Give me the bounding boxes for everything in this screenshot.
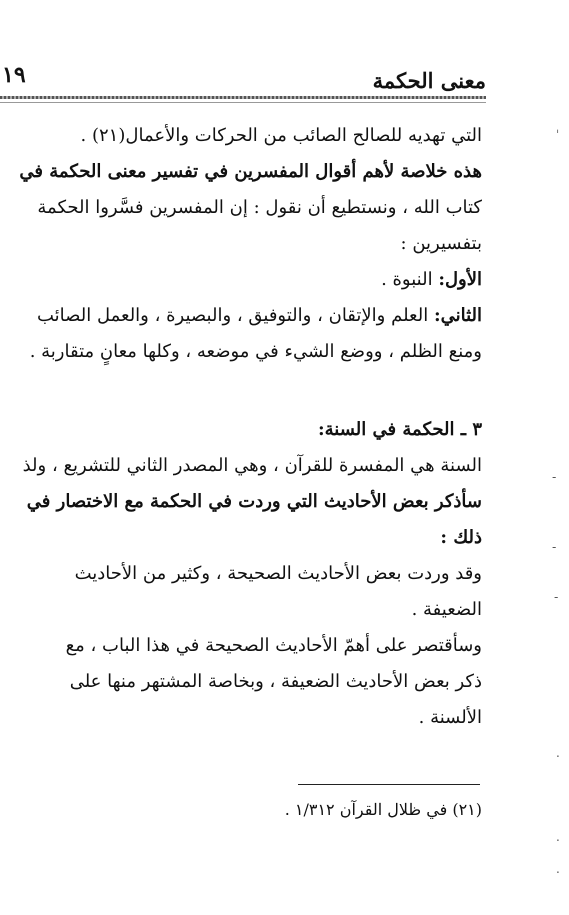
line-label: الأول: — [438, 269, 482, 290]
text-line: كتاب الله ، ونستطيع أن نقول : إن المفسرين فسَّروا الحكمة — [37, 197, 482, 218]
margin-mark: . — [556, 862, 560, 876]
margin-mark: - — [552, 540, 557, 554]
section-spacer — [0, 370, 482, 412]
text-line: ذلك : — [440, 527, 482, 548]
text-line: سأذكر بعض الأحاديث التي وردت في الحكمة مع الاختصار في — [26, 491, 482, 512]
line-label: الثاني: — [433, 305, 482, 326]
margin-mark: . — [556, 746, 560, 760]
margin-mark: - — [554, 590, 559, 604]
section-heading: ٣ ـ الحكمة في السنة: — [318, 419, 482, 440]
footnote: (٢١) في ظلال القرآن ١/٣١٢ . — [284, 800, 482, 819]
text-line: الضعيفة . — [411, 599, 482, 620]
text-line: السنة هي المفسرة للقرآن ، وهي المصدر الثاني للتشريع ، ولذ — [22, 455, 482, 476]
header-rule — [0, 96, 486, 99]
text-line: الألسنة . — [418, 707, 482, 728]
text-line — [0, 262, 482, 298]
margin-mark: . — [556, 830, 560, 844]
margin-mark: ˌ — [556, 120, 560, 134]
footnote-rule — [298, 784, 480, 785]
text-line: وقد وردت بعض الأحاديث الصحيحة ، وكثير من الأحاديث — [74, 563, 482, 584]
text-line: وسأقتصر على أهمّ الأحاديث الصحيحة في هذا الباب ، مع — [65, 635, 482, 656]
text-line: بتفسيرين : — [400, 233, 482, 254]
text-line — [0, 298, 482, 334]
line-text: النبوة . — [381, 269, 439, 290]
body-text — [0, 118, 482, 736]
text-line: ومنع الظلم ، ووضع الشيء في موضعه ، وكلها معانٍ متقاربة . — [29, 341, 482, 362]
margin-mark: - — [552, 470, 557, 484]
line-text: العلم والإتقان ، والتوفيق ، والبصيرة ، والعمل الصائب — [36, 305, 434, 326]
text-line: التي تهديه للصالح الصائب من الحركات والأعمال(٢١) . — [80, 125, 482, 146]
running-header-title: معنى الحكمة — [372, 68, 486, 93]
page-number: ١٩ — [2, 62, 26, 88]
text-line: ذكر بعض الأحاديث الضعيفة ، وبخاصة المشتهر منها على — [69, 671, 482, 692]
text-line: هذه خلاصة لأهم أقوال المفسرين في تفسير معنى الحكمة في — [19, 161, 482, 182]
header-rule-thin — [0, 102, 486, 103]
